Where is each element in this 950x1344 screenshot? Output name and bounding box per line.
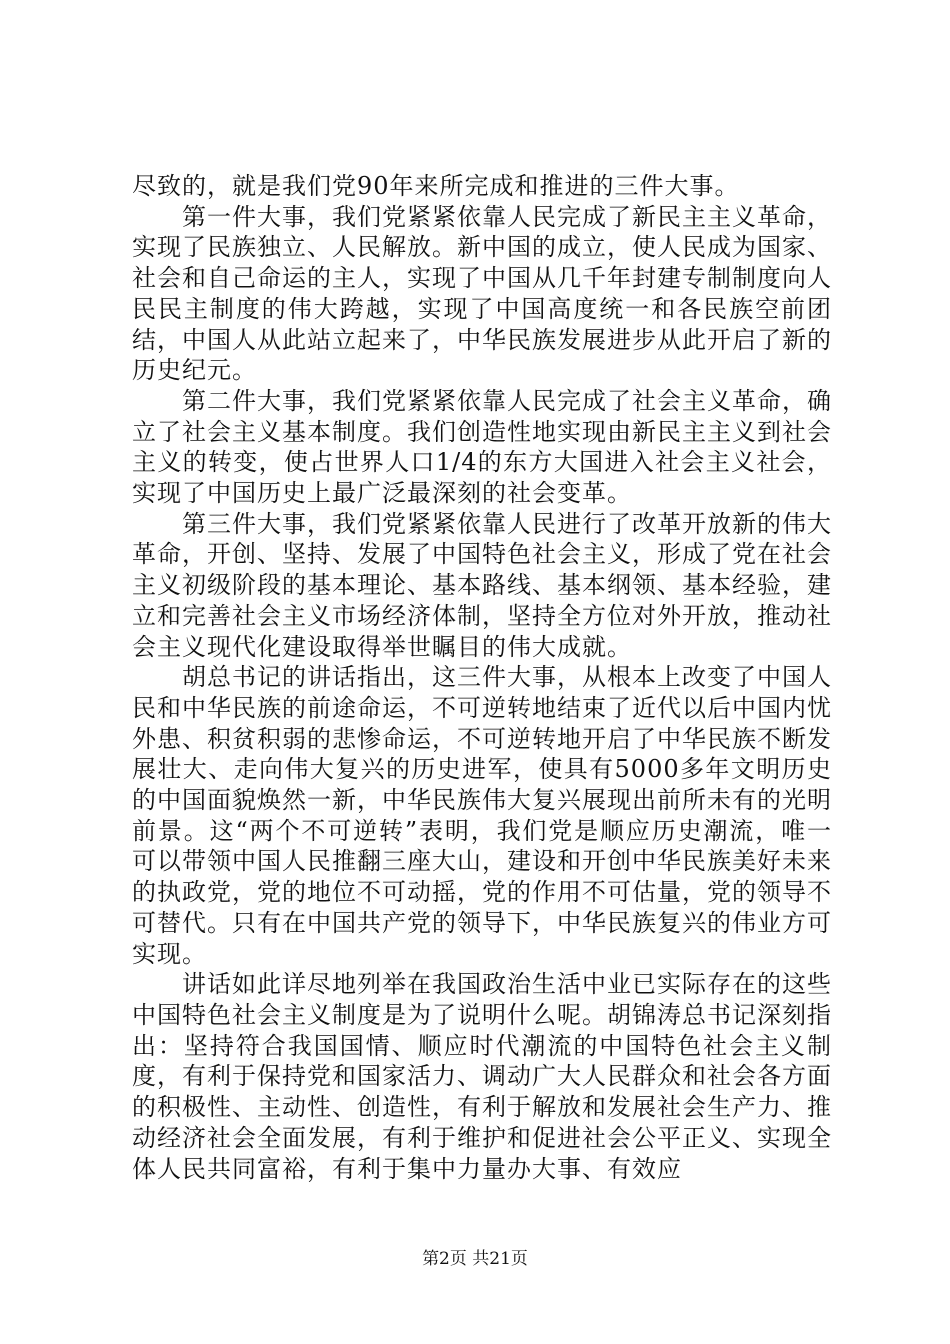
paragraph-system-advantages: 讲话如此详尽地列举在我国政治生活中业已实际存在的这些中国特色社会主义制度是为了说明什么呢。胡锦涛总书记深刻指出：坚持符合我国国情、顺应时代潮流的中国特色社会主义制度，有利于保持党和国家活力、调动广大人民群众和社会各方面的积极性、主动性、创造性，有利于解放和发展社会生产力、推动经济社会全面发展，有利于维护和促进社会公平正义、实现全体人民共同富裕，有利于集中力量办大事、有效应 <box>132 970 832 1183</box>
paragraph-continued: 尽致的，就是我们党90年来所完成和推进的三件大事。 <box>132 172 740 200</box>
paragraph-speech-summary: 胡总书记的讲话指出，这三件大事，从根本上改变了中国人民和中华民族的前途命运，不可逆转地结束了近代以后中国内忧外患、积贫积弱的悲惨命运，不可逆转地开启了中华民族不断发展壮大、走向伟大复兴的历史进军，使具有5000多年文明历史的中国面貌焕然一新，中华民族伟大复兴展现出前所未有的光明前景。这“两个不可逆转”表明，我们党是顺应历史潮流，唯一可以带领中国人民推翻三座大山，建设和开创中华民族美好未来的执政党，党的地位不可动摇，党的作用不可估量，党的领导不可替代。只有在中国共产党的领导下，中华民族复兴的伟业方可实现。 <box>132 663 832 968</box>
paragraph-third-event: 第三件大事，我们党紧紧依靠人民进行了改革开放新的伟大革命，开创、坚持、发展了中国特色社会主义，形成了党在社会主义初级阶段的基本理论、基本路线、基本纲领、基本经验，建立和完善社会主义市场经济体制，坚持全方位对外开放，推动社会主义现代化建设取得举世瞩目的伟大成就。 <box>132 509 832 661</box>
page-number-footer: 第2页 共21页 <box>422 1249 528 1269</box>
paragraph-second-event: 第二件大事，我们党紧紧依靠人民完成了社会主义革命，确立了社会主义基本制度。我们创造性地实现由新民主主义到社会主义的转变，使占世界人口1/4的东方大国进入社会主义社会，实现了中国历史上最广泛最深刻的社会变革。 <box>132 386 832 508</box>
document-body <box>132 171 832 1184</box>
paragraph-first-event: 第一件大事，我们党紧紧依靠人民完成了新民主主义革命，实现了民族独立、人民解放。新中国的成立，使人民成为国家、社会和自己命运的主人，实现了中国从几千年封建专制制度向人民民主制度的伟大跨越，实现了中国高度统一和各民族空前团结，中国人从此站立起来了，中华民族发展进步从此开启了新的历史纪元。 <box>132 202 832 385</box>
